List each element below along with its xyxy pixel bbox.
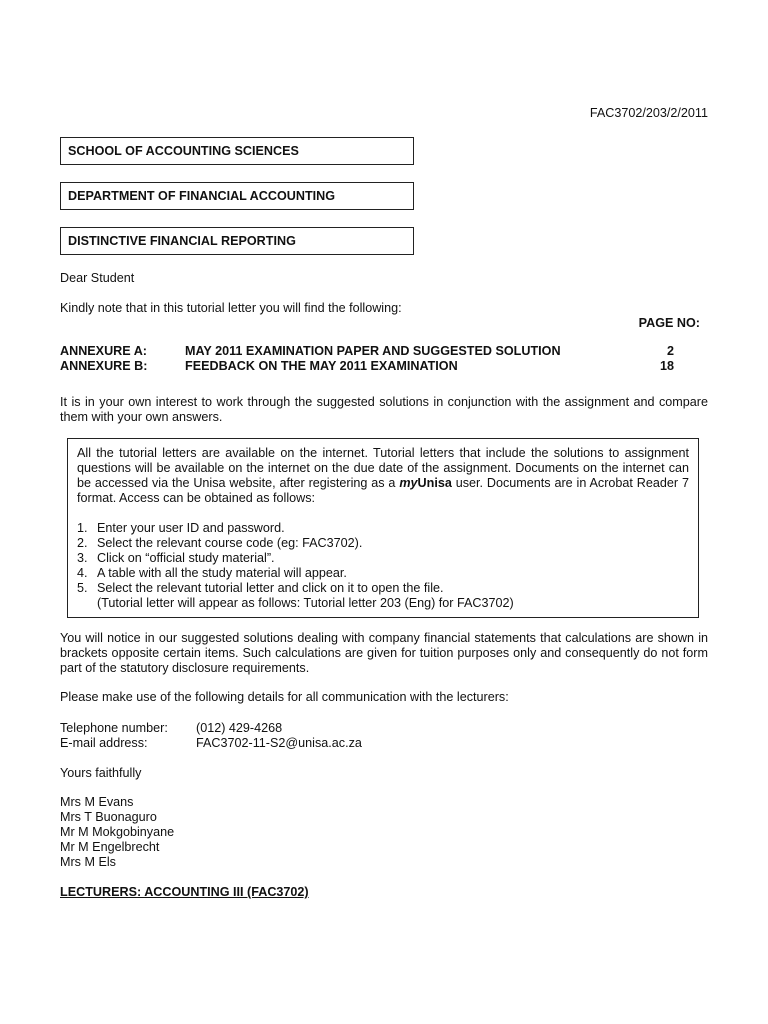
greeting: Dear Student <box>60 271 135 285</box>
annexure-title: FEEDBACK ON THE MAY 2011 EXAMINATION <box>185 359 458 373</box>
lecturer-names <box>60 795 174 870</box>
department-box: DEPARTMENT OF FINANCIAL ACCOUNTING <box>60 182 414 210</box>
step-number: 5. <box>77 581 88 595</box>
step-number: 2. <box>77 536 88 550</box>
email-value: FAC3702-11-S2@unisa.ac.za <box>196 736 362 750</box>
notice-text-start: All the tutorial letters are available on the internet. Tutorial letters that include the solutions to assignment questions will be available on the internet on the due date of the assignment. Documents on the internet can be accessed via the Unisa website, after registering as a <box>77 446 689 490</box>
interest-paragraph: It is in your own interest to work through the suggested solutions in conjunction with the assignment and compare them with your own answers. <box>60 395 708 424</box>
annexure-row <box>60 359 708 374</box>
document-reference: FAC3702/203/2/2011 <box>589 106 708 120</box>
list-item: Mrs T Buonaguro <box>60 810 157 824</box>
step-text: A table with all the study material will appear. <box>97 566 347 580</box>
annexure-label: ANNEXURE A: <box>60 344 147 358</box>
annexure-row <box>60 344 708 359</box>
email-row <box>60 736 560 751</box>
annexure-title: MAY 2011 EXAMINATION PAPER AND SUGGESTED SOLUTION <box>185 344 561 358</box>
lecturers-heading: LECTURERS: ACCOUNTING III (FAC3702) <box>60 885 309 899</box>
unisa-brand: Unisa <box>417 476 452 490</box>
intro-text: Kindly note that in this tutorial letter you will find the following: <box>60 301 402 315</box>
telephone-label: Telephone number: <box>60 721 168 735</box>
annexure-label: ANNEXURE B: <box>60 359 148 373</box>
contact-intro: Please make use of the following details for all communication with the lecturers: <box>60 690 509 704</box>
list-item: Mrs M Els <box>60 855 116 869</box>
list-item: Mr M Engelbrecht <box>60 840 160 854</box>
list-item <box>77 581 689 596</box>
telephone-value: (012) 429-4268 <box>196 721 283 735</box>
list-item <box>77 536 689 551</box>
list-item: Mr M Mokgobinyane <box>60 825 175 839</box>
list-item <box>77 551 689 566</box>
step-text: Click on “official study material”. <box>97 551 275 565</box>
calculations-paragraph: You will notice in our suggested solutions dealing with company financial statements that calculations are shown in brackets opposite certain items. Such calculations are given for tuition purposes only and consequently do not form part of the statutory disclosure requirements. <box>60 631 708 675</box>
step-number: 1. <box>77 521 88 535</box>
step-text: Select the relevant tutorial letter and click on it to open the file. <box>97 581 444 595</box>
step-number: 4. <box>77 566 88 580</box>
page-no-label: PAGE NO: <box>638 316 700 330</box>
telephone-row <box>60 721 560 736</box>
step-text: Select the relevant course code (eg: FAC3702). <box>97 536 363 550</box>
module-box: DISTINCTIVE FINANCIAL REPORTING <box>60 227 414 255</box>
step-number: 3. <box>77 551 88 565</box>
internet-access-notice <box>67 438 699 618</box>
annexure-page: 2 <box>666 344 674 358</box>
school-box: SCHOOL OF ACCOUNTING SCIENCES <box>60 137 414 165</box>
notice-text-end: user. Documents are in Acrobat Reader 7 format. Access can be obtained as follows: <box>77 476 690 505</box>
annexure-page: 18 <box>659 359 674 373</box>
step-note: (Tutorial letter will appear as follows: Tutorial letter 203 (Eng) for FAC3702) <box>97 596 514 610</box>
list-item <box>77 521 689 536</box>
my-brand: my <box>399 476 418 490</box>
step-text: Enter your user ID and password. <box>97 521 285 535</box>
list-item <box>77 566 689 581</box>
email-label: E-mail address: <box>60 736 148 750</box>
closing: Yours faithfully <box>60 766 142 780</box>
notice-text <box>77 446 689 506</box>
access-steps <box>77 521 689 611</box>
list-item: Mrs M Evans <box>60 795 134 809</box>
